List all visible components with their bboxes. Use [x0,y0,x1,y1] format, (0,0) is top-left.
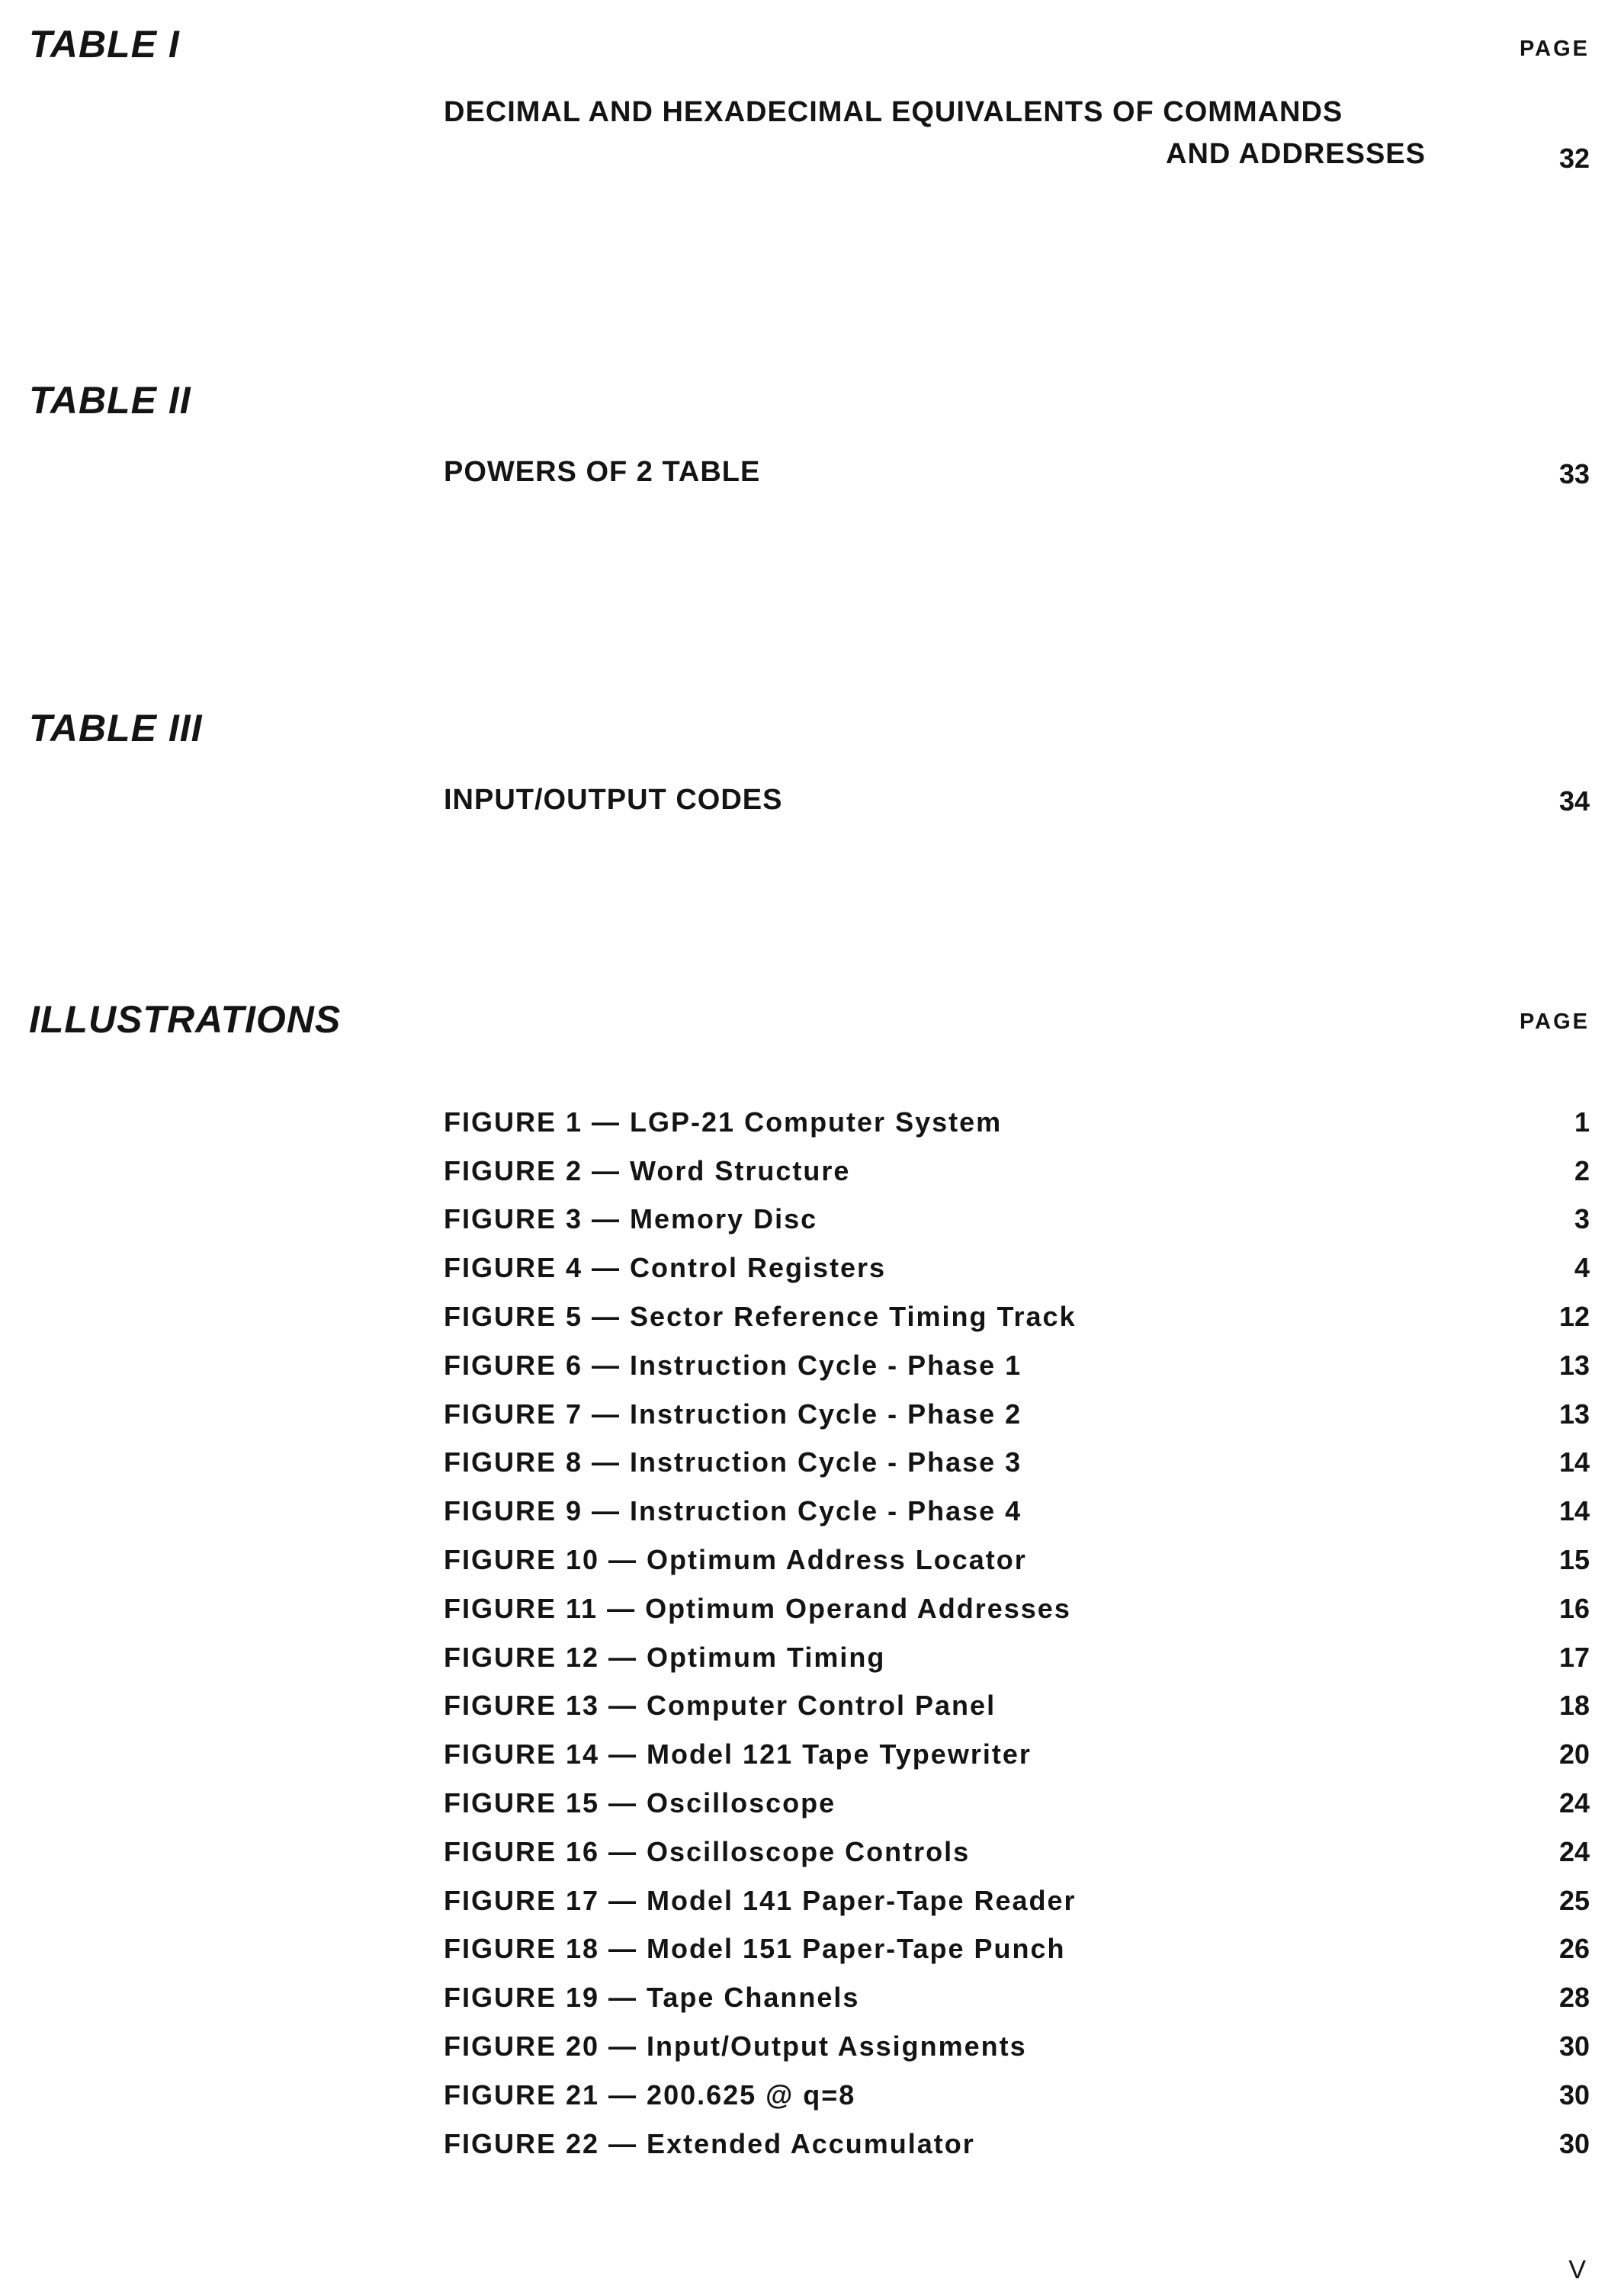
table-2-title: POWERS OF 2 TABLE [444,456,761,488]
figure-label: FIGURE 3 — Memory Disc [444,1203,818,1235]
figure-list [444,1098,1590,2168]
figure-entry [444,1973,1590,2022]
figure-label: FIGURE 14 — Model 121 Tape Typewriter [444,1738,1032,1770]
figure-entry [444,1584,1590,1633]
table-2-heading: TABLE II [29,379,191,422]
table-1-heading: TABLE I [29,23,180,66]
figure-entry [444,2071,1590,2120]
figure-page: 28 [1558,1982,1590,2014]
figure-entry [444,1341,1590,1390]
figure-page: 18 [1558,1690,1590,1722]
figure-entry [444,1147,1590,1196]
figure-page: 30 [1558,2030,1590,2062]
figure-page: 25 [1558,1884,1590,1916]
figure-page: 30 [1558,2079,1590,2111]
figure-label: FIGURE 10 — Optimum Address Locator [444,1544,1027,1576]
figure-page: 17 [1558,1641,1590,1673]
figure-entry [444,1779,1590,1828]
figure-entry [444,2120,1590,2168]
figure-entry [444,1292,1590,1341]
figure-page: 24 [1558,1835,1590,1867]
table-1-title [444,91,1426,175]
table-1-page: 32 [1558,143,1590,174]
page-column-label: PAGE [1519,37,1590,61]
illustrations-heading: ILLUSTRATIONS [29,998,342,1041]
figure-label: FIGURE 5 — Sector Reference Timing Track [444,1301,1077,1333]
figure-label: FIGURE 8 — Instruction Cycle - Phase 3 [444,1446,1022,1478]
figure-entry [444,1730,1590,1779]
figure-entry [444,1828,1590,1876]
page-folio: V [1568,2255,1586,2284]
figure-page: 12 [1558,1301,1590,1333]
figure-label: FIGURE 22 — Extended Accumulator [444,2127,975,2159]
figure-label: FIGURE 4 — Control Registers [444,1252,887,1284]
figure-label: FIGURE 20 — Input/Output Assignments [444,2030,1027,2062]
figure-label: FIGURE 16 — Oscilloscope Controls [444,1835,971,1867]
figure-label: FIGURE 19 — Tape Channels [444,1982,860,2014]
figure-page: 20 [1558,1738,1590,1770]
figure-entry [444,1487,1590,1536]
figure-entry [444,1439,1590,1488]
figure-page: 16 [1558,1592,1590,1624]
table-3-title: INPUT/OUTPUT CODES [444,784,783,816]
figure-label: FIGURE 21 — 200.625 @ q=8 [444,2079,856,2111]
illustrations-page-label: PAGE [1519,1010,1590,1034]
figure-page: 30 [1558,2127,1590,2159]
figure-page: 2 [1574,1154,1590,1186]
figure-label: FIGURE 7 — Instruction Cycle - Phase 2 [444,1398,1022,1430]
figure-entry [444,1633,1590,1682]
figure-label: FIGURE 17 — Model 141 Paper-Tape Reader [444,1884,1077,1916]
figure-entry [444,1876,1590,1925]
figure-entry [444,1098,1590,1147]
figure-entry [444,1682,1590,1731]
figure-page: 3 [1574,1203,1590,1235]
table-1-title-line2: AND ADDRESSES [1166,138,1426,171]
figure-entry [444,1196,1590,1244]
figure-entry [444,1925,1590,1974]
figure-label: FIGURE 18 — Model 151 Paper-Tape Punch [444,1933,1066,1965]
table-2-page: 33 [1558,458,1590,490]
figure-label: FIGURE 1 — LGP-21 Computer System [444,1106,1003,1138]
figure-page: 14 [1558,1495,1590,1527]
figure-entry [444,2022,1590,2071]
figure-page: 26 [1558,1933,1590,1965]
figure-page: 14 [1558,1446,1590,1478]
figure-label: FIGURE 12 — Optimum Timing [444,1641,886,1673]
figure-entry [444,1536,1590,1584]
figure-page: 13 [1558,1349,1590,1381]
figure-label: FIGURE 2 — Word Structure [444,1154,851,1186]
figure-label: FIGURE 9 — Instruction Cycle - Phase 4 [444,1495,1022,1527]
figure-page: 13 [1558,1398,1590,1430]
figure-label: FIGURE 15 — Oscilloscope [444,1787,836,1819]
table-3-page: 34 [1558,785,1590,817]
figure-entry [444,1244,1590,1292]
table-1-title-line1: DECIMAL AND HEXADECIMAL EQUIVALENTS OF COMMANDS [444,96,1343,128]
figure-page: 15 [1558,1544,1590,1576]
figure-entry [444,1390,1590,1439]
table-3-heading: TABLE III [29,707,203,750]
figure-label: FIGURE 6 — Instruction Cycle - Phase 1 [444,1349,1022,1381]
figure-page: 4 [1574,1252,1590,1284]
figure-page: 24 [1558,1787,1590,1819]
figure-page: 1 [1574,1106,1590,1138]
figure-label: FIGURE 13 — Computer Control Panel [444,1690,997,1722]
figure-label: FIGURE 11 — Optimum Operand Addresses [444,1592,1071,1624]
